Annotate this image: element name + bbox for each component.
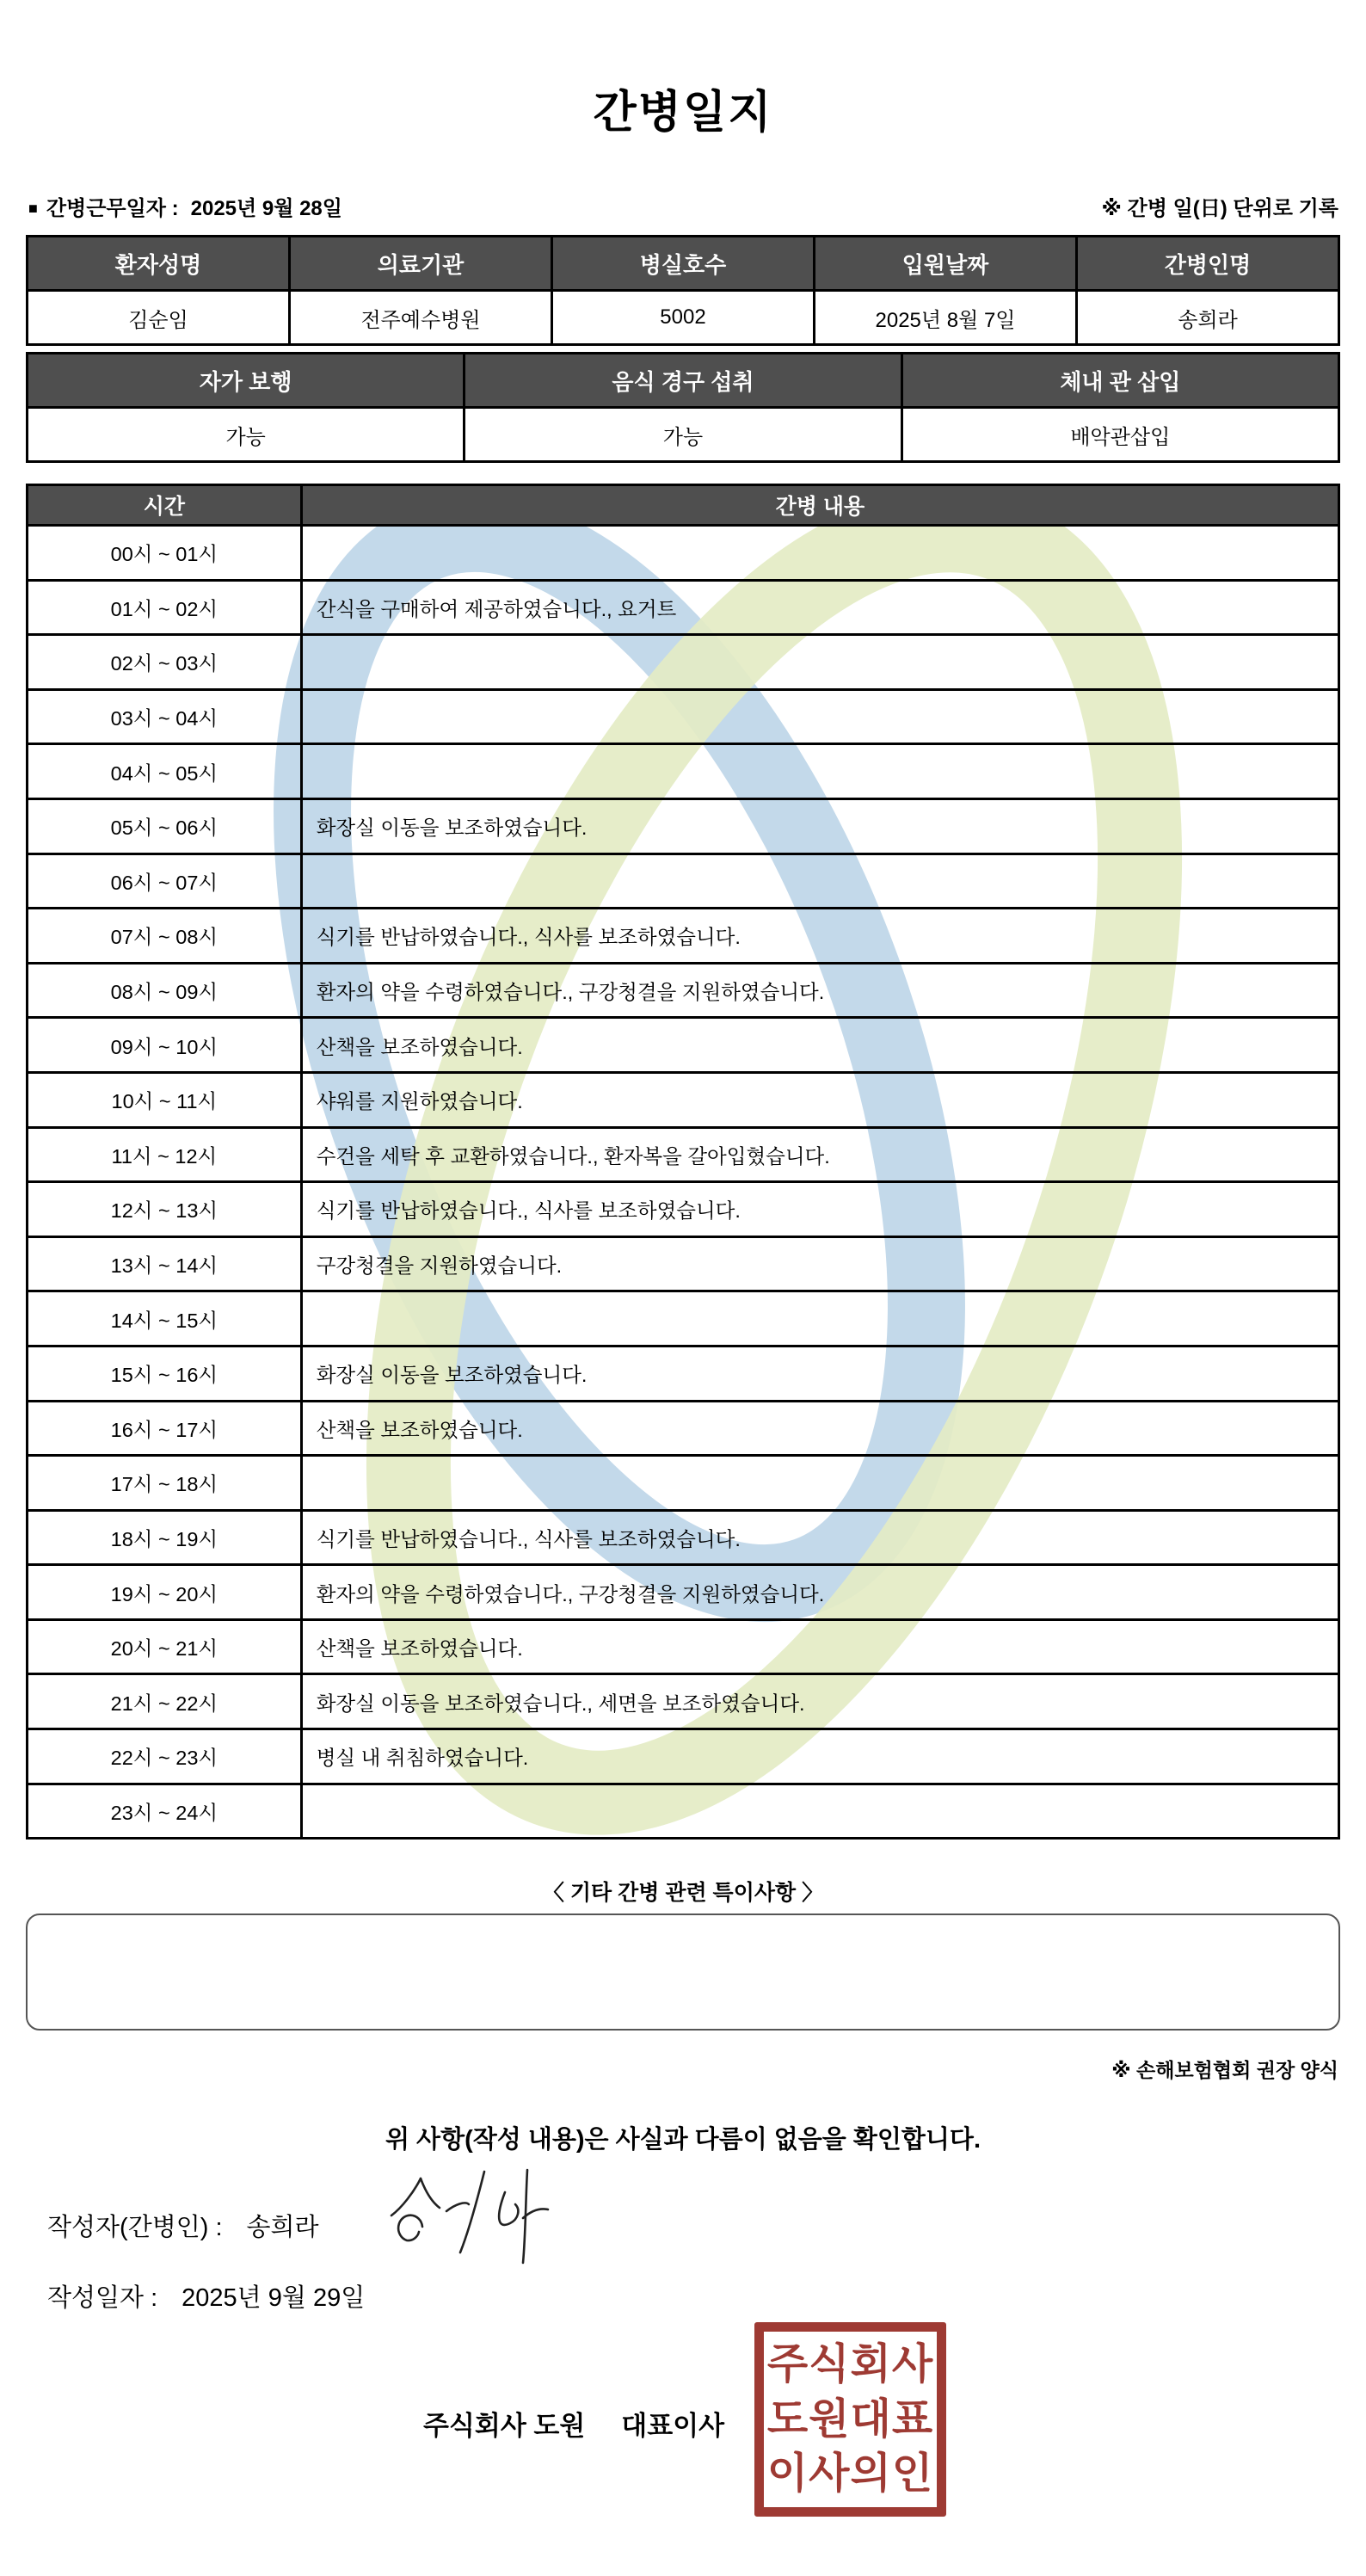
- time-cell: 10시 ~ 11시: [28, 1072, 302, 1127]
- time-cell: 22시 ~ 23시: [28, 1729, 302, 1784]
- etc-section-label: 〈 기타 간병 관련 특이사항 〉: [542, 1881, 824, 1905]
- time-cell: 16시 ~ 17시: [28, 1401, 302, 1456]
- time-cell: 21시 ~ 22시: [28, 1674, 302, 1729]
- etc-notes-box[interactable]: [26, 1914, 1340, 2031]
- care-log-row: [28, 744, 1339, 799]
- care-log-row: [28, 798, 1339, 854]
- caregiver-name-header: 간병인명: [1077, 237, 1339, 291]
- time-cell: 19시 ~ 20시: [28, 1565, 302, 1620]
- time-column-header: 시간: [28, 485, 302, 526]
- self-walking-header: 자가 보행: [28, 354, 465, 408]
- time-cell: 20시 ~ 21시: [28, 1619, 302, 1674]
- stamp-line-2: 도원대표: [766, 2395, 934, 2443]
- self-walking-value: 가능: [28, 408, 465, 462]
- care-log-row: [28, 1346, 1339, 1401]
- care-log-row: [28, 1619, 1339, 1674]
- time-cell: 14시 ~ 15시: [28, 1291, 302, 1347]
- work-date-value: 2025년 9월 28일: [190, 197, 342, 220]
- care-log-row: [28, 1236, 1339, 1291]
- care-content-cell: [301, 1784, 1338, 1839]
- care-content-cell: 환자의 약을 수령하였습니다., 구강청결을 지원하였습니다.: [301, 1565, 1338, 1620]
- patient-name-value: 김순임: [28, 291, 290, 345]
- care-log-row: [28, 1674, 1339, 1729]
- care-log-row: [28, 635, 1339, 690]
- admission-date-value: 2025년 8월 7일: [815, 291, 1077, 345]
- status-header-row: [28, 354, 1339, 408]
- ceo-title: 대표이사: [621, 2411, 725, 2441]
- insurance-form-note: ※ 손해보험협회 권장 양식: [1111, 2059, 1338, 2081]
- room-number-header: 병실호수: [552, 237, 815, 291]
- care-log-row: [28, 1018, 1339, 1073]
- written-date-label: 작성일자 :: [47, 2284, 158, 2312]
- writer-label: 작성자(간병인) :: [47, 2214, 223, 2241]
- work-date-label: 간병근무일자 :: [46, 197, 179, 220]
- care-content-cell: 식기를 반납하였습니다., 식사를 보조하였습니다.: [301, 1182, 1338, 1237]
- patient-value-row: [28, 291, 1339, 345]
- care-content-cell: [301, 526, 1338, 581]
- patient-status-table: [26, 352, 1340, 463]
- care-log-row: [28, 1729, 1339, 1784]
- time-cell: 12시 ~ 13시: [28, 1182, 302, 1237]
- care-content-cell: 간식을 구매하여 제공하였습니다., 요거트: [301, 580, 1338, 635]
- corporate-seal-stamp: [754, 2322, 946, 2517]
- care-content-cell: 산책을 보조하였습니다.: [301, 1018, 1338, 1073]
- unit-note: ※ 간병 일(日) 단위로 기록: [1101, 197, 1338, 220]
- oral-intake-value: 가능: [465, 408, 901, 462]
- care-content-cell: [301, 1291, 1338, 1347]
- time-cell: 18시 ~ 19시: [28, 1510, 302, 1565]
- time-cell: 01시 ~ 02시: [28, 580, 302, 635]
- tube-insertion-value: 배악관삽입: [901, 408, 1338, 462]
- care-log-row: [28, 1401, 1339, 1456]
- care-log-row: [28, 526, 1339, 581]
- patient-name-header: 환자성명: [28, 237, 290, 291]
- company-line: [423, 2404, 724, 2443]
- time-cell: 11시 ~ 12시: [28, 1127, 302, 1182]
- care-content-cell: 화장실 이동을 보조하였습니다.: [301, 798, 1338, 854]
- care-content-cell: 환자의 약을 수령하였습니다., 구강청결을 지원하였습니다.: [301, 963, 1338, 1018]
- care-log-row: [28, 963, 1339, 1018]
- stamp-line-1: 주식회사: [766, 2341, 934, 2388]
- care-log-row: [28, 1127, 1339, 1182]
- care-log-row: [28, 1291, 1339, 1347]
- care-log-row: [28, 1182, 1339, 1237]
- square-bullet-icon: ■: [28, 200, 38, 217]
- written-date-line: [47, 2278, 365, 2314]
- written-date-value: 2025년 9월 29일: [182, 2284, 366, 2312]
- care-content-column-header: 간병 내용: [301, 485, 1338, 526]
- work-date-line: [28, 191, 342, 221]
- patient-info-table: [26, 235, 1340, 346]
- caregiver-name-value: 송희라: [1077, 291, 1339, 345]
- oral-intake-header: 음식 경구 섭취: [465, 354, 901, 408]
- time-cell: 09시 ~ 10시: [28, 1018, 302, 1073]
- time-cell: 04시 ~ 05시: [28, 744, 302, 799]
- writer-line: [47, 2208, 319, 2243]
- care-log-row: [28, 1784, 1339, 1839]
- care-content-cell: 식기를 반납하였습니다., 식사를 보조하였습니다.: [301, 909, 1338, 964]
- care-log-row: [28, 1565, 1339, 1620]
- care-content-cell: 산책을 보조하였습니다.: [301, 1619, 1338, 1674]
- care-content-cell: 샤워를 지원하였습니다.: [301, 1072, 1338, 1127]
- care-content-cell: 식기를 반납하였습니다., 식사를 보조하였습니다.: [301, 1510, 1338, 1565]
- care-log-table: [26, 484, 1340, 1840]
- care-content-cell: [301, 744, 1338, 799]
- handwritten-signature: [383, 2166, 555, 2274]
- care-content-cell: [301, 854, 1338, 909]
- patient-header-row: [28, 237, 1339, 291]
- medical-institution-header: 의료기관: [290, 237, 552, 291]
- time-cell: 13시 ~ 14시: [28, 1236, 302, 1291]
- writer-name: 송희라: [246, 2214, 319, 2241]
- time-cell: 00시 ~ 01시: [28, 526, 302, 581]
- care-content-cell: 산책을 보조하였습니다.: [301, 1401, 1338, 1456]
- time-cell: 06시 ~ 07시: [28, 854, 302, 909]
- stamp-line-3: 이사의인: [766, 2450, 934, 2497]
- room-number-value: 5002: [552, 291, 815, 345]
- time-cell: 17시 ~ 18시: [28, 1456, 302, 1511]
- care-content-cell: [301, 1456, 1338, 1511]
- admission-date-header: 입원날짜: [815, 237, 1077, 291]
- company-name: 주식회사 도원: [423, 2411, 586, 2441]
- care-content-cell: 화장실 이동을 보조하였습니다.: [301, 1346, 1338, 1401]
- care-content-cell: 화장실 이동을 보조하였습니다., 세면을 보조하였습니다.: [301, 1674, 1338, 1729]
- page-title: 간병일지: [593, 88, 773, 138]
- time-cell: 02시 ~ 03시: [28, 635, 302, 690]
- care-header-row: [28, 485, 1339, 526]
- care-content-cell: [301, 689, 1338, 744]
- time-cell: 03시 ~ 04시: [28, 689, 302, 744]
- care-content-cell: 병실 내 취침하였습니다.: [301, 1729, 1338, 1784]
- tube-insertion-header: 체내 관 삽입: [901, 354, 1338, 408]
- medical-institution-value: 전주예수병원: [290, 291, 552, 345]
- care-content-cell: 수건을 세탁 후 교환하였습니다., 환자복을 갈아입혔습니다.: [301, 1127, 1338, 1182]
- care-log-row: [28, 1072, 1339, 1127]
- care-log-row: [28, 580, 1339, 635]
- care-log-row: [28, 689, 1339, 744]
- care-content-cell: [301, 635, 1338, 690]
- time-cell: 15시 ~ 16시: [28, 1346, 302, 1401]
- care-log-row: [28, 854, 1339, 909]
- confirmation-statement: 위 사항(작성 내용)은 사실과 다름이 없음을 확인합니다.: [385, 2126, 981, 2154]
- care-log-row: [28, 1510, 1339, 1565]
- time-cell: 23시 ~ 24시: [28, 1784, 302, 1839]
- status-value-row: [28, 408, 1339, 462]
- care-log-row: [28, 909, 1339, 964]
- care-content-cell: 구강청결을 지원하였습니다.: [301, 1236, 1338, 1291]
- time-cell: 07시 ~ 08시: [28, 909, 302, 964]
- time-cell: 08시 ~ 09시: [28, 963, 302, 1018]
- time-cell: 05시 ~ 06시: [28, 798, 302, 854]
- care-log-row: [28, 1456, 1339, 1511]
- meta-row: [28, 191, 1338, 221]
